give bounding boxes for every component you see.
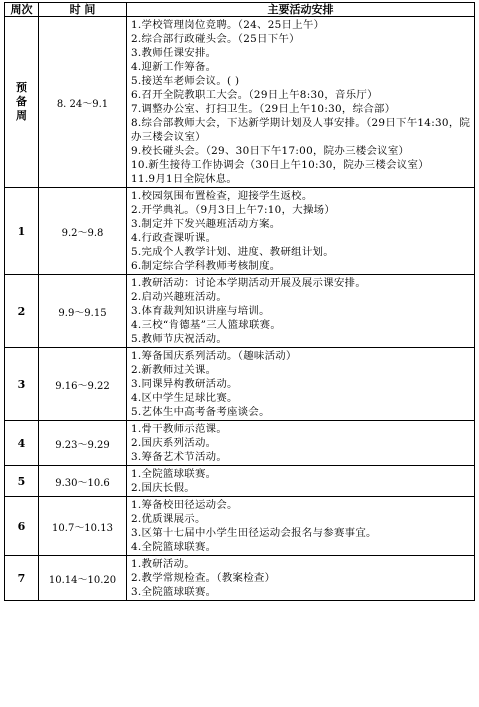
date-range: 10.14～10.20 (48, 574, 117, 586)
date-range: 9.30～10.6 (55, 477, 110, 489)
date-range: 9.16～9.22 (55, 380, 110, 392)
activity-item: 5.教师节庆祝活动。 (131, 333, 228, 345)
date-range: 8. 24～9.1 (56, 98, 109, 110)
activity-item: 2.国庆系列活动。 (131, 437, 217, 449)
activity-item: 2.开学典礼。（9月3日上午7:10，大操场） (131, 204, 336, 216)
activities-cell (127, 497, 475, 556)
week-label: 5 (17, 474, 26, 488)
table-row (5, 497, 475, 556)
activities-cell (127, 188, 475, 275)
activity-item: 3.全院篮球联赛。 (131, 586, 217, 598)
activity-item: 5.接送车老师会议。( ) (131, 75, 240, 87)
activity-item: 3.筹备艺术节活动。 (131, 451, 228, 463)
activities-cell (127, 348, 475, 421)
date-range-cell (39, 17, 127, 188)
activity-item: 1.教研活动。 (131, 558, 195, 570)
activity-item: 1.骨干教师示范课。 (131, 423, 228, 435)
week-label: 4 (17, 436, 26, 450)
week-cell (5, 466, 39, 497)
activity-item: 10.新生接待工作协调会（30日上午10:30，院办三楼会议室） (131, 159, 429, 171)
activity-item: 4.区中学生足球比赛。 (131, 392, 238, 404)
activity-item: 4.三校“肯德基”三人篮球联赛。 (131, 319, 282, 331)
activities-cell (127, 556, 475, 601)
date-range-cell (39, 556, 127, 601)
header-activities: 主要活动安排 (127, 3, 475, 17)
activities-cell (127, 466, 475, 497)
table-row (5, 466, 475, 497)
date-range: 9.2～9.8 (61, 227, 104, 239)
activity-item: 4.迎新工作筹备。 (131, 61, 217, 73)
table-row (5, 348, 475, 421)
activity-item: 2.综合部行政碰头会。（25日下午） (131, 33, 300, 45)
date-range-cell (39, 188, 127, 275)
activity-item: 2.启动兴趣班活动。 (131, 291, 228, 303)
activity-item: 2.教学常规检查。（教案检查） (131, 572, 276, 584)
week-cell (5, 421, 39, 466)
date-range-cell (39, 275, 127, 348)
header-week: 周次 (5, 3, 39, 17)
activity-item: 1.筹备国庆系列活动。（趣味活动） (131, 350, 297, 362)
date-range-cell (39, 497, 127, 556)
activity-item: 2.优质课展示。 (131, 513, 206, 525)
week-label: 6 (17, 519, 26, 533)
activity-item: 11.9月1日全院休息。 (131, 173, 238, 185)
activities-cell (127, 275, 475, 348)
activity-item: 3.体育裁判知识讲座与培训。 (131, 305, 270, 317)
week-cell (5, 556, 39, 601)
activities-cell (127, 17, 475, 188)
week-cell (5, 188, 39, 275)
header-row (5, 3, 475, 17)
date-range: 10.7～10.13 (52, 522, 113, 534)
table-row (5, 188, 475, 275)
date-range: 9.9～9.15 (58, 307, 107, 319)
week-label: 预备周 (16, 81, 27, 122)
date-range-cell (39, 421, 127, 466)
date-range-cell (39, 348, 127, 421)
week-cell (5, 497, 39, 556)
activity-item: 1.教研活动：讨论本学期活动开展及展示课安排。 (131, 277, 367, 289)
activity-item: 8.综合部教师大会，下达新学期计划及人事安排。（29日下午14:30，院办三楼会议室） (131, 117, 471, 143)
schedule-sheet (4, 2, 474, 601)
activity-item: 5.艺体生中高考备考座谈会。 (131, 406, 270, 418)
date-range-cell (39, 466, 127, 497)
week-cell (5, 348, 39, 421)
activity-item: 2.新教师过关课。 (131, 364, 217, 376)
week-label: 1 (17, 224, 26, 238)
schedule-body (5, 17, 475, 601)
activity-item: 6.召开全院教职工大会。（29日上午8:30，音乐厅） (131, 89, 378, 101)
week-label: 7 (17, 571, 26, 585)
activity-item: 1.全院篮球联赛。 (131, 468, 217, 480)
week-label: 2 (17, 304, 26, 318)
activity-item: 1.校园氛围布置检查，迎接学生返校。 (131, 190, 313, 202)
activity-item: 3.教师任课安排。 (131, 47, 217, 59)
activity-item: 1.筹备校田径运动会。 (131, 499, 238, 511)
header-dates: 时 间 (39, 3, 127, 17)
table-row (5, 556, 475, 601)
activity-item: 1.学校管理岗位竞聘。（24、25日上午） (131, 19, 325, 31)
activity-item: 6.制定综合学科教师考核制度。 (131, 260, 281, 272)
schedule-table (4, 2, 475, 601)
activities-cell (127, 421, 475, 466)
week-cell (5, 17, 39, 188)
activity-item: 4.行政查课听课。 (131, 232, 217, 244)
table-row (5, 421, 475, 466)
table-row (5, 17, 475, 188)
activity-item: 3.制定并下发兴趣班活动方案。 (131, 218, 281, 230)
activity-item: 7.调整办公室、打扫卫生。（29日上午10:30，综合部） (131, 103, 396, 115)
activity-item: 3.区第十七届中小学生田径运动会报名与参赛事宜。 (131, 527, 377, 539)
week-label: 3 (17, 377, 26, 391)
date-range: 9.23～9.29 (55, 439, 110, 451)
activity-item: 3.同课异构教研活动。 (131, 378, 238, 390)
table-row (5, 275, 475, 348)
activity-item: 5.完成个人教学计划、进度、教研组计划。 (131, 246, 334, 258)
activity-item: 9.校长碰头会。（29、30日下午17:00，院办三楼会议室） (131, 145, 410, 157)
activity-item: 2.国庆长假。 (131, 482, 195, 494)
activity-item: 4.全院篮球联赛。 (131, 541, 217, 553)
week-cell (5, 275, 39, 348)
